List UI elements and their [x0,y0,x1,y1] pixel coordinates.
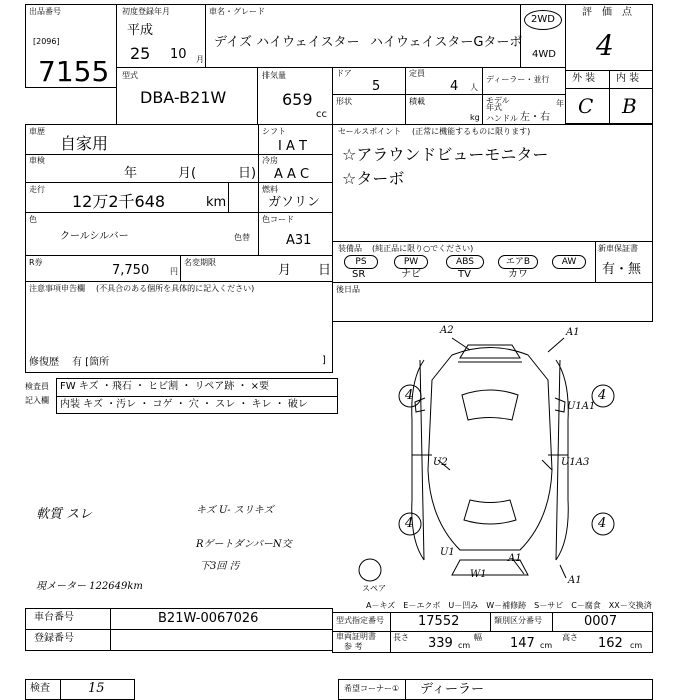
handle-value: 左・右 [520,112,550,123]
model: DBA-B21W [140,88,227,107]
spare-label: スペア [362,584,386,593]
lot-tag: [2096] [33,37,60,46]
meter-note: 現メーター 122649km [36,581,143,592]
mileage-label: 走行 [29,185,45,194]
inspector-label-1: 検査員 [25,382,49,391]
usage-label: 車歴 [29,127,45,136]
wid-unit: cm [540,641,553,650]
mark-a1-top: A1 [566,327,580,338]
hgt-label: 高さ [562,633,578,642]
exterior-label: 外 装 [572,73,596,84]
rear-window [464,500,516,524]
name-change-label: 名変期限 [184,258,216,267]
sales-point-2: ☆ターボ [342,169,405,188]
reg-month: 10 [170,47,187,62]
new-warranty-label: 新車保証書 [598,244,638,253]
notes-note: (不具合のある個所を具体的に記入ください) [96,284,255,293]
sales-point-1: ☆アラウンドビューモニター [342,145,549,164]
tyre-rl: 4 [405,516,414,531]
mileage-value: 12万2千648 [72,192,166,211]
recycle-label: R券 [29,258,43,267]
note-right-1: キズ U- スリキズ [196,505,274,516]
equip-abs: ABS [446,255,484,269]
shape-label: 形状 [336,97,352,106]
color-label: 色 [29,215,37,224]
mileage-unit: km [206,195,227,210]
inspection-year: 年 [124,166,138,181]
grade: ハイウェイスターGターボ [370,35,523,50]
model-label: 型式 [122,71,138,80]
mark-u1: U1 [440,547,455,558]
rear-label: 後日品 [336,285,360,294]
name-change-month: 月 [278,263,292,278]
dims-label-2: 参 考 [344,642,363,651]
ac-label: 冷房 [262,156,278,165]
equip-ps: PS [344,255,378,269]
displacement-label: 排気量 [262,71,286,80]
interior-label: 内 装 [616,73,640,84]
capacity-label: 定員 [409,69,425,78]
person-unit: 人 [470,83,478,92]
interior-grade: B [622,94,637,118]
windshield [462,390,518,420]
capacity: 4 [450,79,459,94]
equip-tv: TV [458,269,471,280]
hope-value: ディーラー [420,682,484,697]
equip-pw: PW [394,255,428,269]
exterior-grade: C [578,94,594,118]
inspection-month: 月( [178,166,197,181]
spare-wheel [359,559,381,581]
first-reg-label: 初度登録年月 [122,7,170,16]
class-num-label: 類別区分番号 [494,616,542,625]
note-right-2: RゲートダンパーN交 [196,539,292,550]
notes-label: 注意事項申告欄 [29,284,85,293]
mark-u2: U2 [433,457,448,468]
len-unit: cm [458,641,471,650]
car-name-label: 車名・グレード [209,7,265,16]
lot-number: 7155 [38,55,110,88]
equipment-note: (純正品に限り○でください) [372,244,474,253]
fuel-label: 燃料 [262,185,278,194]
shift-label: シフト [262,127,286,136]
mark-a2: A2 [440,325,454,336]
fw-row: FW キズ ・飛石 ・ ヒビ割 ・ リペア跡 ・ ×要 [60,381,270,392]
hope-label: 希望コーナー① [344,684,400,693]
class-num-value: 0007 [584,614,618,629]
sales-points-label: セールスポイント [338,127,402,136]
model-year-label: モデル [486,96,510,105]
tyre-fr: 4 [598,388,607,403]
equip-sr: SR [352,269,366,280]
drive-4wd: 4WD [532,49,556,60]
type-num-value: 17552 [418,614,460,629]
equip-navi: ナビ [401,269,421,280]
model-year-label-2: 年式 [486,103,502,112]
doors-label: ドア [336,69,352,78]
doors: 5 [372,79,381,94]
interior-row: 内装 キズ ・汚レ ・ コゲ ・ 穴 ・ スレ ・ キレ ・ 破レ [60,399,308,410]
len-label: 長さ [393,633,409,642]
tyre-rr: 4 [598,516,607,531]
wid-label: 幅 [474,633,482,642]
len-value: 339 [428,636,453,651]
drive-2wd: 2WD [524,10,562,30]
car-name: デイズ ハイウェイスター [214,35,360,50]
mark-a1-bottom: A1 [508,553,522,564]
color-code: A31 [286,233,312,248]
check-value: 15 [88,681,105,696]
car-front-outline [460,345,520,358]
repair-label: 修復歴 [29,357,59,368]
equipment-label: 装備品 [338,244,362,253]
ac-value: A A C [274,167,310,182]
type-num-label: 型式指定番号 [336,616,384,625]
damage-legend: A－キズ E－エクボ U－凹み W－補修跡 S－サビ C－腐食 XX－交換済 [366,601,652,610]
name-change-day: 日 [318,263,332,278]
usage-value: 自家用 [60,134,109,153]
repaint-label: 色替 [234,233,250,242]
year-suffix: 年 [556,99,564,108]
inspection-day: 日) [238,166,257,181]
hgt-value: 162 [598,636,623,651]
sales-points-note: (正常に機能するものに限ります) [412,127,531,136]
chassis-value: B21W-0067026 [158,611,259,626]
mark-a1-bottom-right: A1 [568,575,582,586]
load-label: 積載 [409,97,425,106]
wid-value: 147 [510,636,535,651]
shift-value: I A T [278,139,307,154]
reg-year: 25 [130,44,151,63]
mark-w1: W1 [470,569,487,580]
equip-airbag: エアB [498,255,538,269]
inspector-label-2: 記入欄 [25,396,49,405]
registration-label: 登録番号 [34,633,74,644]
rear-box [332,282,653,322]
kg-unit: kg [470,113,480,122]
score: 4 [596,29,614,62]
new-warranty-value: 有・無 [602,262,642,277]
hgt-unit: cm [630,641,643,650]
era: 平成 [127,23,154,38]
cc-unit: cc [316,109,327,120]
repair-close: ] [322,355,326,366]
note-right-3: 下3回 汚 [200,561,240,572]
color-value: クールシルバー [60,231,129,242]
fuel-value: ガソリン [268,195,321,210]
color-code-label: 色コード [262,215,294,224]
score-label: 評 価 点 [582,7,632,18]
dims-label: 車両証明書 [336,632,376,641]
left-side-body [412,360,424,560]
equip-aw: AW [552,255,586,269]
month-unit: 月 [196,55,204,64]
note-left-1: 軟質 スレ [36,507,93,522]
mark-u1a3: U1A3 [561,457,590,468]
lot-label: 出品番号 [29,7,61,16]
handle-label: ハンドル [486,114,518,123]
inspection-label: 車検 [29,156,45,165]
check-label: 検査 [30,683,50,694]
dealer-label: ディーラー・並行 [486,75,550,84]
mark-u1a1: U1A1 [567,401,596,412]
equip-leather: カワ [508,269,528,280]
car-roof-outline [428,348,552,551]
repair-value: 有 [箇所 [72,357,110,368]
recycle-value: 7,750 [112,263,150,278]
tyre-fl: 4 [405,388,414,403]
recycle-unit: 円 [170,267,178,276]
displacement: 659 [282,90,313,109]
chassis-label: 車台番号 [34,612,74,623]
